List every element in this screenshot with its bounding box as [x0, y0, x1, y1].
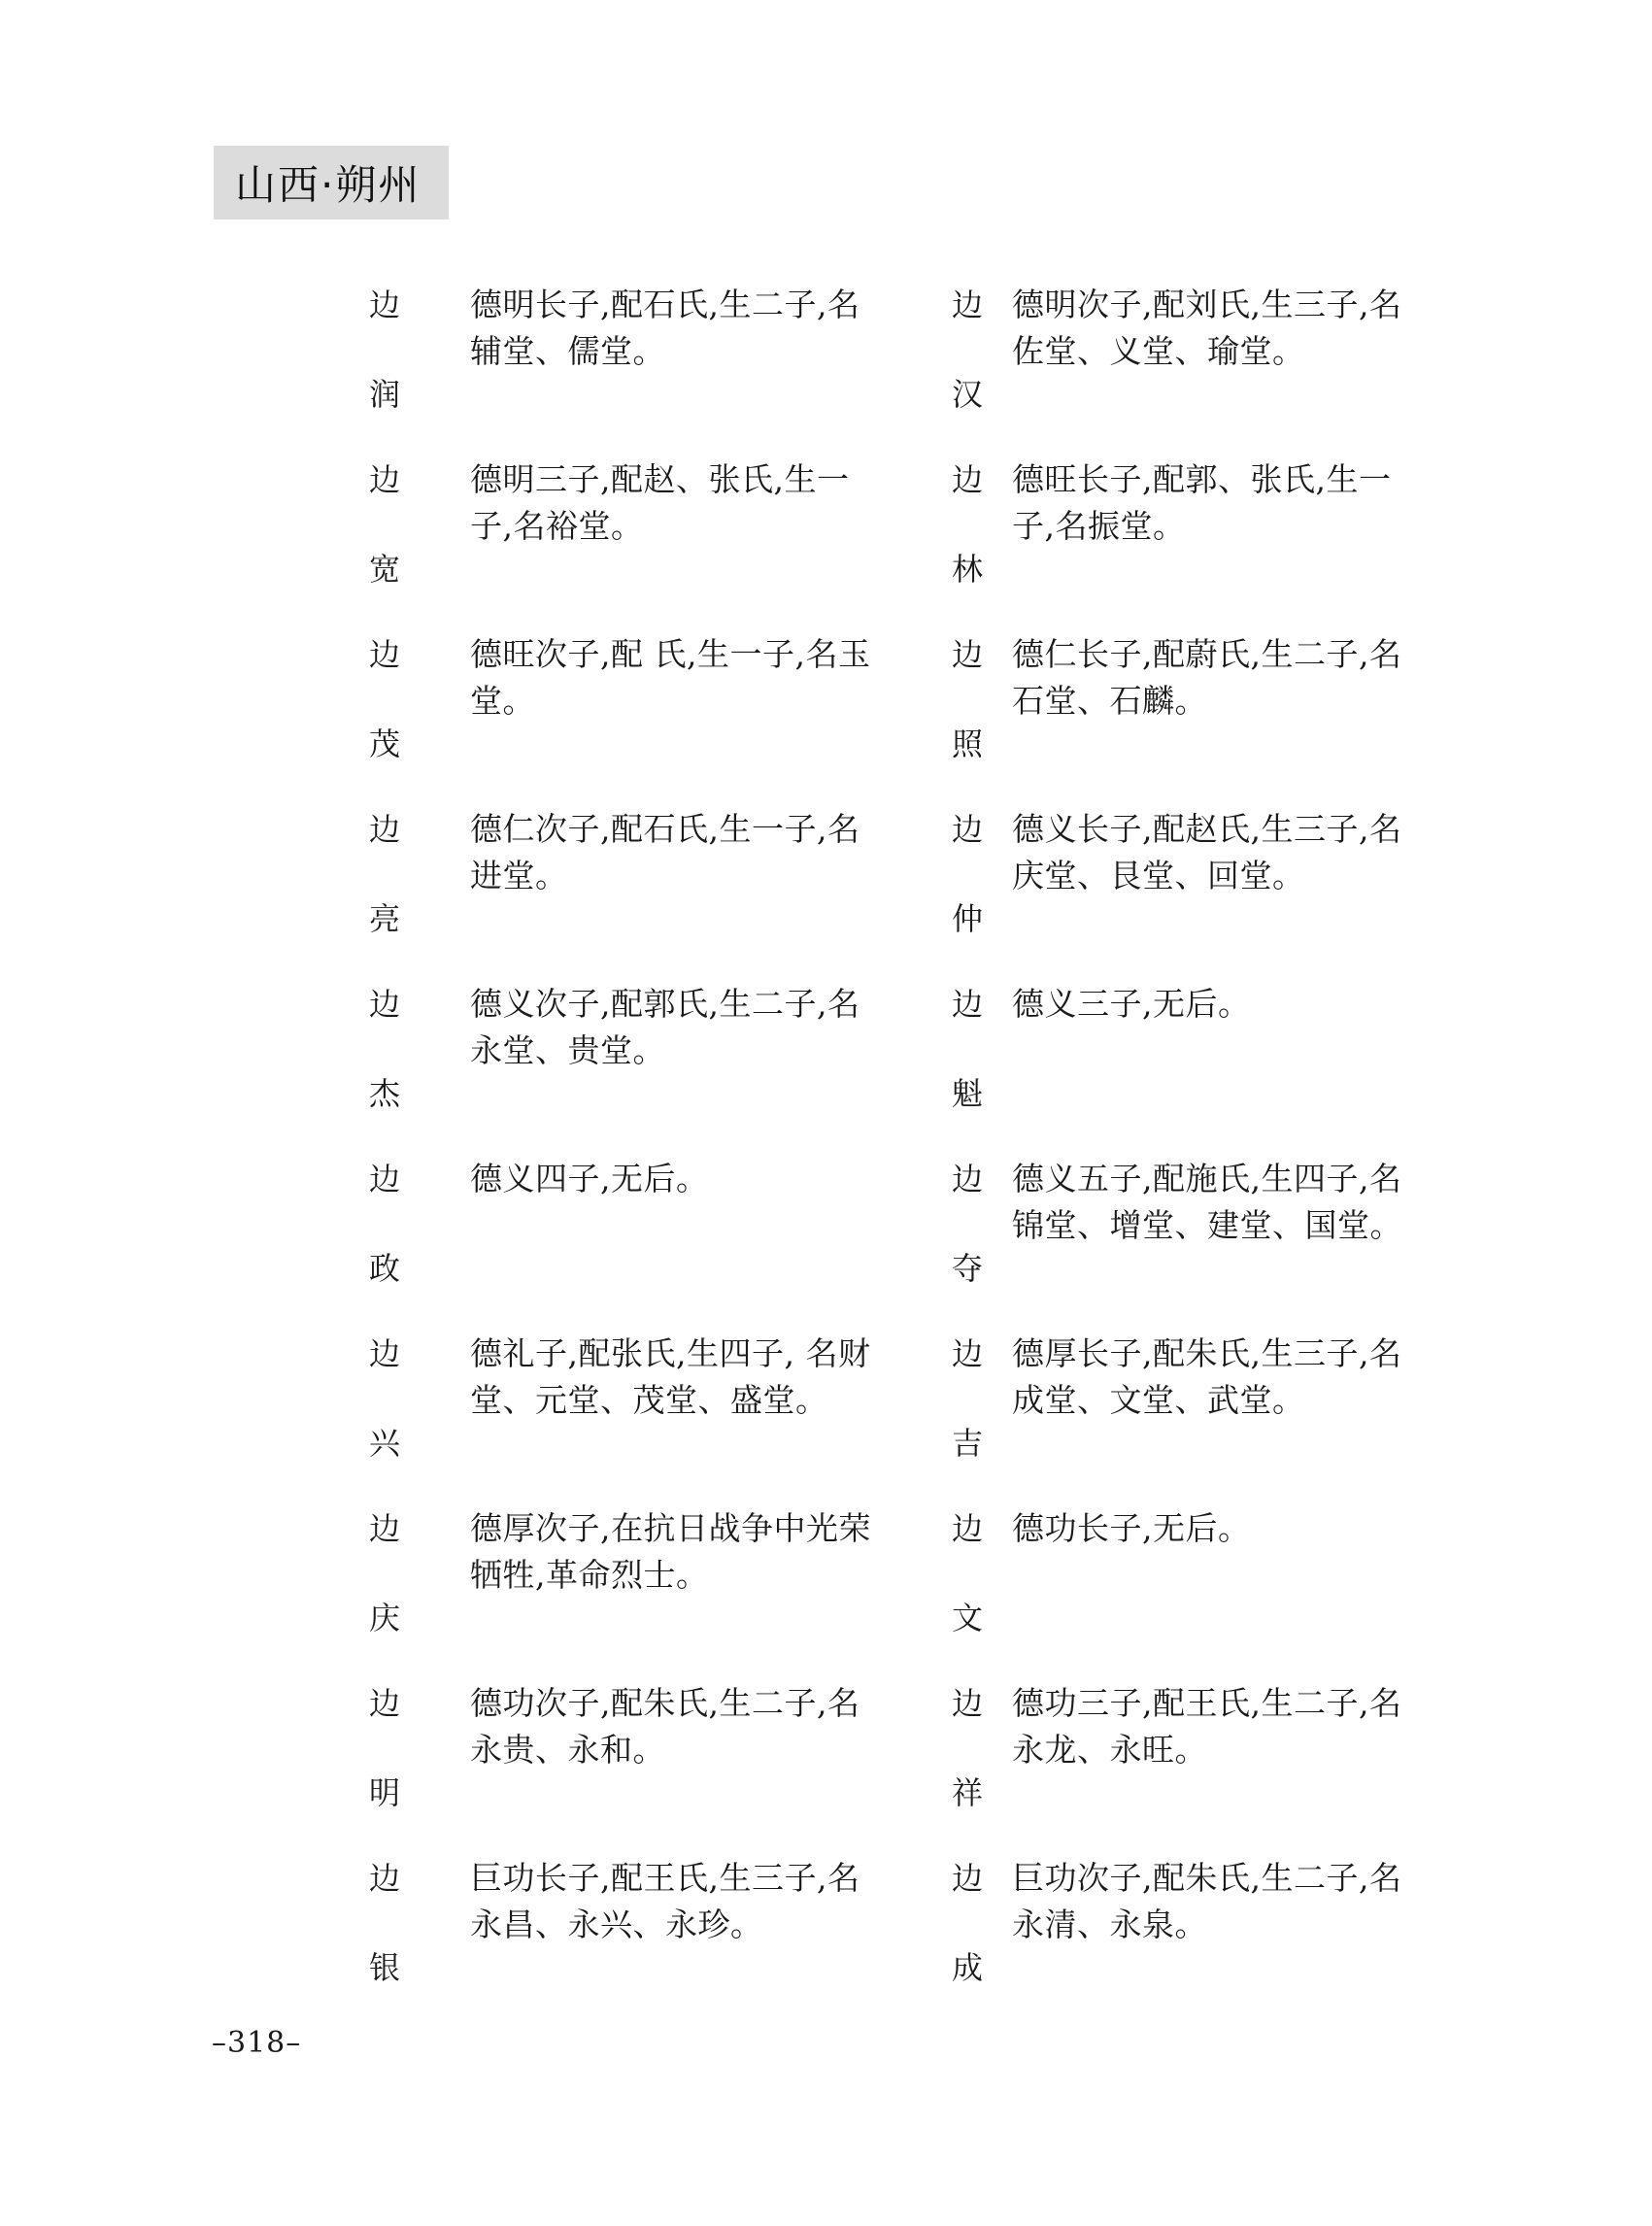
genealogy-entry	[369, 1853, 952, 2028]
entry-surname: 边	[952, 811, 984, 848]
genealogy-entry	[369, 629, 952, 804]
entry-surname: 边	[369, 1685, 401, 1722]
entry-surname: 边	[952, 1685, 984, 1722]
genealogy-entry	[952, 280, 1447, 455]
entry-description: 巨功次子,配朱氏,生二子,名永清、永泉。	[1012, 1859, 1402, 1943]
entry-description: 德旺长子,配郭、张氏,生一子,名振堂。	[1012, 460, 1392, 545]
entry-description: 德义长子,配赵氏,生三子,名庆堂、艮堂、回堂。	[1012, 810, 1402, 894]
genealogy-entry	[369, 1329, 952, 1503]
genealogy-entry	[952, 979, 1447, 1154]
entry-description: 德义三子,无后。	[1012, 985, 1251, 1023]
entry-given-name: 银	[369, 1949, 401, 1986]
entry-description: 德厚长子,配朱氏,生三子,名成堂、文堂、武堂。	[1012, 1334, 1402, 1419]
genealogy-entry	[369, 979, 952, 1154]
genealogy-entry	[952, 455, 1447, 629]
entry-description: 德功长子,无后。	[1012, 1509, 1251, 1547]
section-title: 山西·朔州	[235, 161, 421, 209]
entry-surname: 边	[369, 1510, 401, 1547]
entry-description: 德功三子,配王氏,生二子,名永龙、永旺。	[1012, 1684, 1402, 1769]
entry-surname: 边	[952, 636, 984, 673]
genealogy-entry	[369, 1154, 952, 1329]
entry-surname: 边	[369, 461, 401, 498]
entry-given-name: 夺	[952, 1250, 984, 1287]
genealogy-entry	[952, 1154, 1447, 1329]
entry-given-name: 魁	[952, 1075, 984, 1112]
entry-given-name: 汉	[952, 376, 984, 413]
entry-surname: 边	[369, 811, 401, 848]
genealogy-entry	[369, 280, 952, 455]
entry-description: 德义五子,配施氏,生四子,名锦堂、增堂、建堂、国堂。	[1012, 1160, 1402, 1244]
entry-surname: 边	[952, 1510, 984, 1547]
entry-given-name: 仲	[952, 900, 984, 937]
entry-given-name: 文	[952, 1600, 984, 1636]
entry-surname: 边	[952, 1161, 984, 1197]
entry-given-name: 亮	[369, 900, 401, 937]
page-number: –318–	[212, 2026, 302, 2060]
entry-given-name: 政	[369, 1250, 401, 1287]
entry-given-name: 宽	[369, 551, 401, 588]
entry-surname: 边	[952, 1860, 984, 1897]
genealogy-entries	[369, 280, 1447, 2028]
genealogy-entry	[952, 1329, 1447, 1503]
genealogy-entry	[952, 1678, 1447, 1853]
entry-given-name: 吉	[952, 1425, 984, 1462]
entry-surname: 边	[952, 986, 984, 1023]
genealogy-entry	[369, 455, 952, 629]
entry-surname: 边	[369, 986, 401, 1023]
entry-description: 巨功长子,配王氏,生三子,名永昌、永兴、永珍。	[470, 1859, 860, 1943]
entry-description: 德明次子,配刘氏,生三子,名佐堂、义堂、瑜堂。	[1012, 286, 1402, 370]
entry-given-name: 庆	[369, 1600, 401, 1636]
genealogy-entry	[952, 804, 1447, 979]
entry-surname: 边	[369, 1860, 401, 1897]
entry-given-name: 杰	[369, 1075, 401, 1112]
section-header	[214, 146, 449, 219]
entry-description: 德明长子,配石氏,生二子,名辅堂、儒堂。	[470, 286, 860, 370]
entry-description: 德义次子,配郭氏,生二子,名永堂、贵堂。	[470, 985, 860, 1069]
genealogy-entry	[952, 1503, 1447, 1678]
entry-surname: 边	[952, 287, 984, 323]
entry-surname: 边	[369, 287, 401, 323]
genealogy-entry	[369, 804, 952, 979]
entry-description: 德仁次子,配石氏,生一子,名进堂。	[470, 810, 860, 894]
entry-surname: 边	[952, 1335, 984, 1372]
genealogy-entry	[369, 1678, 952, 1853]
entry-given-name: 兴	[369, 1425, 401, 1462]
entry-surname: 边	[369, 636, 401, 673]
entry-given-name: 成	[952, 1949, 984, 1986]
entry-given-name: 润	[369, 376, 401, 413]
genealogy-entry	[369, 1503, 952, 1678]
entry-description: 德义四子,无后。	[470, 1160, 709, 1197]
entry-description: 德厚次子,在抗日战争中光荣牺牲,革命烈士。	[470, 1509, 871, 1594]
entry-given-name: 林	[952, 551, 984, 588]
entry-given-name: 茂	[369, 725, 401, 762]
entry-description: 德礼子,配张氏,生四子, 名财堂、元堂、茂堂、盛堂。	[470, 1334, 871, 1419]
entry-surname: 边	[369, 1335, 401, 1372]
entry-surname: 边	[369, 1161, 401, 1197]
entry-description: 德旺次子,配 氏,生一子,名玉堂。	[470, 635, 871, 720]
entry-given-name: 祥	[952, 1774, 984, 1811]
entry-given-name: 明	[369, 1774, 401, 1811]
entry-description: 德仁长子,配蔚氏,生二子,名石堂、石麟。	[1012, 635, 1402, 720]
entry-description: 德功次子,配朱氏,生二子,名永贵、永和。	[470, 1684, 860, 1769]
entry-surname: 边	[952, 461, 984, 498]
genealogy-entry	[952, 1853, 1447, 2028]
entry-description: 德明三子,配赵、张氏,生一子,名裕堂。	[470, 460, 850, 545]
entry-given-name: 照	[952, 725, 984, 762]
genealogy-entry	[952, 629, 1447, 804]
